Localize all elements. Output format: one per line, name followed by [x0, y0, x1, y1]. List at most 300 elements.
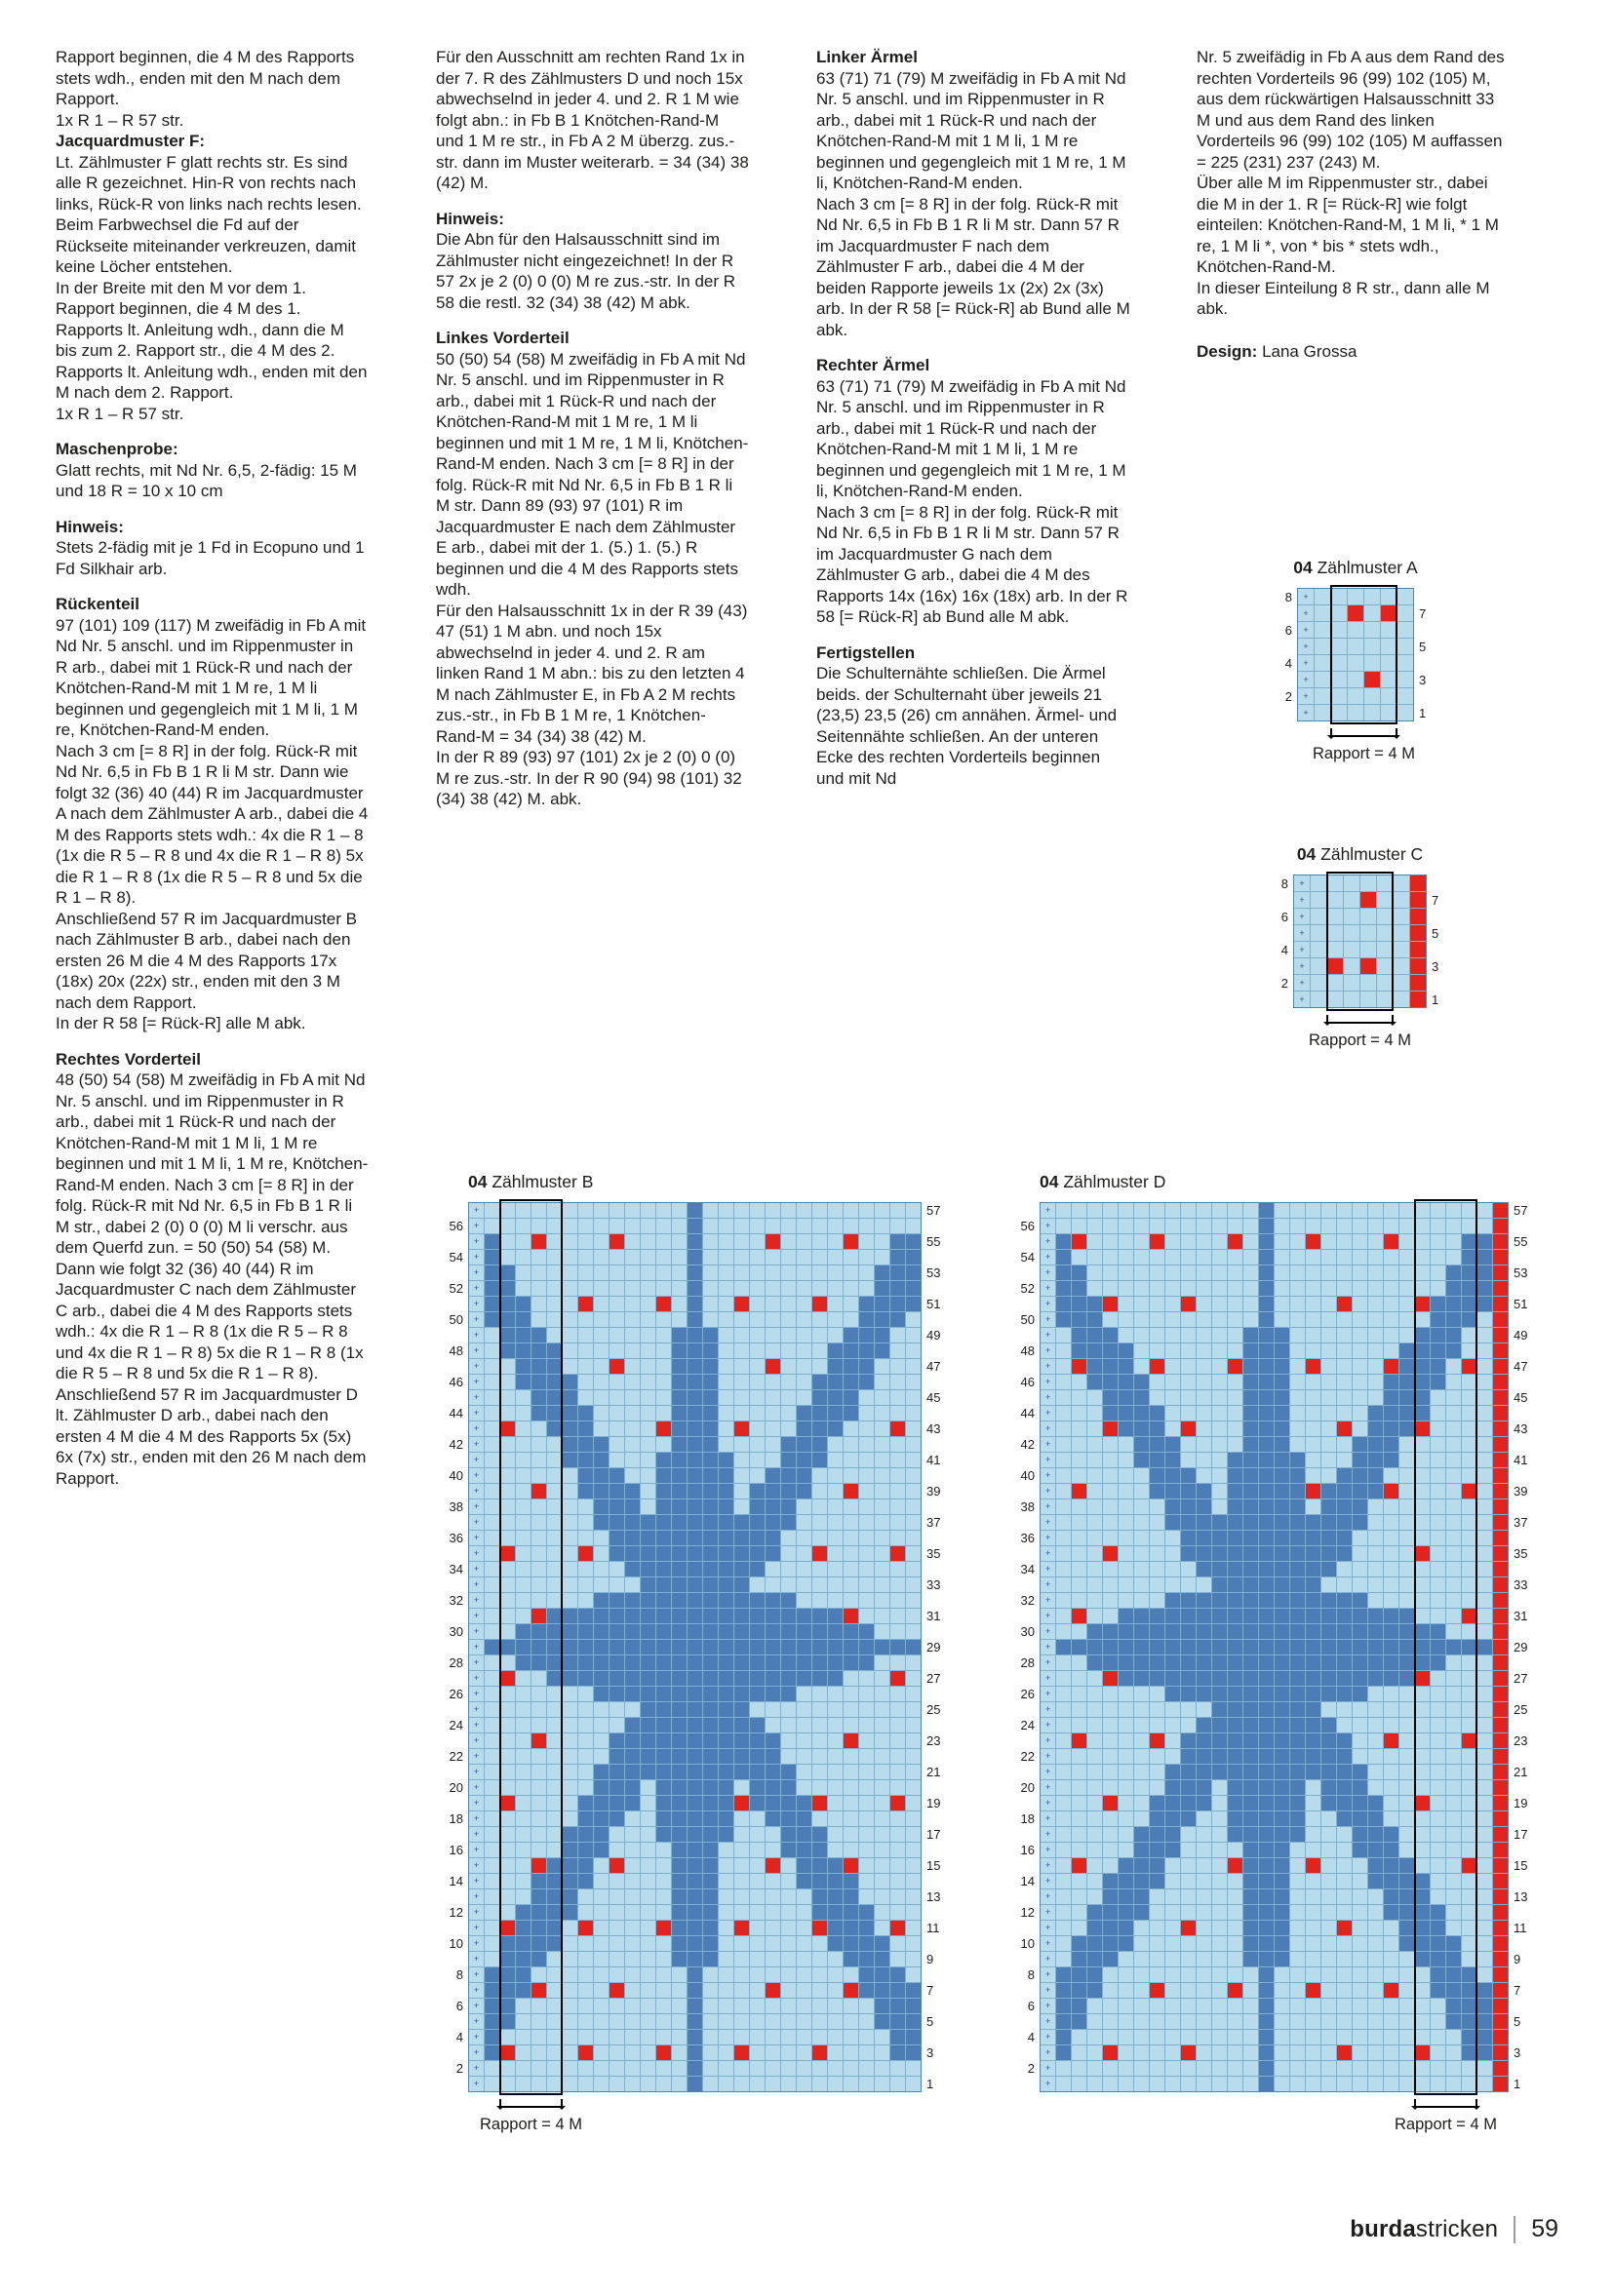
background-stitch-cell	[1134, 1999, 1149, 2013]
contrast-stitch-cell	[1103, 1624, 1118, 1639]
background-stitch-cell	[734, 1874, 749, 1888]
background-stitch-cell	[719, 1843, 733, 1857]
contrast-stitch-cell	[1072, 1936, 1086, 1951]
background-stitch-cell	[1431, 1546, 1445, 1561]
background-stitch-cell	[1290, 1375, 1305, 1389]
contrast-stitch-cell	[844, 1375, 858, 1389]
contrast-stitch-cell	[1384, 1609, 1398, 1623]
edge-stitch-cell: +	[1041, 1780, 1055, 1795]
contrast-stitch-cell	[1243, 1546, 1258, 1561]
background-stitch-cell	[750, 1983, 765, 1998]
contrast-stitch-cell	[875, 1312, 889, 1327]
background-stitch-cell	[1477, 1546, 1492, 1561]
background-stitch-cell	[594, 1562, 609, 1576]
contrast-stitch-cell	[594, 1640, 609, 1654]
background-stitch-cell	[797, 1952, 811, 1966]
background-stitch-cell	[1087, 1546, 1102, 1561]
contrast-stitch-cell	[688, 1203, 702, 1218]
row-label: 22	[449, 1749, 463, 1764]
contrast-stitch-cell	[1290, 1499, 1305, 1514]
background-stitch-cell	[719, 1250, 733, 1265]
contrast-stitch-cell	[594, 1609, 609, 1623]
contrast-stitch-cell	[1337, 1531, 1352, 1545]
edge-stitch-cell: +	[469, 1827, 484, 1842]
contrast-stitch-cell	[1259, 1843, 1274, 1857]
background-stitch-cell	[485, 2061, 499, 2076]
contrast-stitch-cell	[703, 1624, 718, 1639]
row-label: 14	[1020, 1874, 1035, 1888]
background-stitch-cell	[641, 1827, 655, 1842]
contrast-stitch-cell	[1275, 1577, 1289, 1592]
background-stitch-cell	[750, 1421, 765, 1436]
background-stitch-cell	[1056, 1905, 1071, 1920]
background-stitch-cell	[1165, 1967, 1180, 1982]
background-stitch-cell	[1384, 1687, 1398, 1701]
background-stitch-cell	[797, 1203, 811, 1218]
row-label: 9	[926, 1952, 934, 1966]
background-stitch-cell	[1399, 1437, 1414, 1452]
contrast-stitch-cell	[906, 1234, 921, 1249]
background-stitch-cell	[610, 1905, 624, 1920]
contrast-stitch-cell	[1087, 1640, 1102, 1654]
background-stitch-cell	[750, 1265, 765, 1280]
background-stitch-cell	[859, 1796, 874, 1810]
edge-stitch-cell: +	[469, 1983, 484, 1998]
background-stitch-cell	[547, 1468, 562, 1483]
contrast-stitch-cell	[1259, 1406, 1274, 1420]
contrast-stitch-cell	[1072, 1328, 1086, 1343]
row-label: 31	[926, 1609, 941, 1623]
background-stitch-cell	[875, 1702, 889, 1717]
background-stitch-cell	[1368, 1749, 1383, 1764]
contrast-stitch-cell	[1134, 1655, 1149, 1670]
accent-stitch-cell	[1493, 1858, 1508, 1873]
contrast-stitch-cell	[1165, 1640, 1180, 1654]
row-label: 28	[449, 1655, 463, 1670]
background-stitch-cell	[485, 2077, 499, 2091]
contrast-stitch-cell	[1243, 1889, 1258, 1904]
contrast-stitch-cell	[1306, 1733, 1320, 1748]
row-label: 2	[1027, 2061, 1035, 2076]
background-stitch-cell	[781, 1733, 796, 1748]
background-stitch-cell	[1337, 1375, 1352, 1389]
accent-stitch-cell	[531, 1983, 546, 1998]
background-stitch-cell	[547, 1702, 562, 1717]
background-stitch-cell	[766, 1702, 780, 1717]
background-stitch-cell	[1384, 2061, 1398, 2076]
background-stitch-cell	[500, 1780, 515, 1795]
background-stitch-cell	[1462, 1889, 1476, 1904]
background-stitch-cell	[1399, 1219, 1414, 1233]
background-stitch-cell	[1462, 1515, 1476, 1530]
background-stitch-cell	[1181, 1375, 1196, 1389]
background-stitch-cell	[594, 2061, 609, 2076]
background-stitch-cell	[890, 1718, 905, 1732]
background-stitch-cell	[890, 1889, 905, 1904]
contrast-stitch-cell	[1306, 1546, 1320, 1561]
edge-stitch-cell: +	[1041, 1983, 1055, 1998]
background-stitch-cell	[859, 1718, 874, 1732]
contrast-stitch-cell	[688, 1421, 702, 1436]
background-stitch-cell	[1327, 942, 1343, 957]
contrast-stitch-cell	[531, 1328, 546, 1343]
background-stitch-cell	[1103, 2061, 1118, 2076]
background-stitch-cell	[1348, 688, 1363, 704]
background-stitch-cell	[547, 1952, 562, 1966]
background-stitch-cell	[890, 1874, 905, 1888]
contrast-stitch-cell	[688, 1733, 702, 1748]
background-stitch-cell	[1306, 1827, 1320, 1842]
contrast-stitch-cell	[656, 1624, 671, 1639]
background-stitch-cell	[1394, 876, 1409, 891]
background-stitch-cell	[516, 2030, 531, 2044]
background-stitch-cell	[1384, 2077, 1398, 2091]
background-stitch-cell	[797, 1499, 811, 1514]
background-stitch-cell	[1360, 992, 1376, 1007]
background-stitch-cell	[1337, 1905, 1352, 1920]
row-label: 7	[1419, 606, 1427, 621]
background-stitch-cell	[1462, 1718, 1476, 1732]
background-stitch-cell	[1119, 1796, 1133, 1810]
background-stitch-cell	[1321, 1328, 1336, 1343]
background-stitch-cell	[1353, 1967, 1367, 1982]
background-stitch-cell	[1150, 1577, 1164, 1592]
background-stitch-cell	[1321, 1905, 1336, 1920]
contrast-stitch-cell	[781, 1640, 796, 1654]
paragraph: Dann wie folgt 32 (36) 40 (44) R im Jacquardmuster C nach dem Zählmuster C arb., dabei die 4 M des Rapports stets wdh.: 4x die R 1 – R 8 (1x die R 5 – R 8 und 4x die R 1 – R 8) 5x die R 1 – R 8 (1x die R 5 – R 8 und 5x die R 1 – R 8).	[56, 1259, 364, 1382]
background-stitch-cell	[672, 2030, 687, 2044]
edge-stitch-cell: +	[469, 1796, 484, 1810]
row-label: 8	[1284, 590, 1292, 604]
contrast-stitch-cell	[1181, 1671, 1196, 1686]
background-stitch-cell	[1368, 2061, 1383, 2076]
accent-stitch-cell	[1493, 1780, 1508, 1795]
background-stitch-cell	[1462, 1219, 1476, 1233]
background-stitch-cell	[890, 1203, 905, 1218]
background-stitch-cell	[1399, 1515, 1414, 1530]
background-stitch-cell	[1087, 2045, 1102, 2060]
accent-stitch-cell	[1103, 1421, 1118, 1436]
background-stitch-cell	[1165, 2061, 1180, 2076]
contrast-stitch-cell	[1415, 1921, 1430, 1935]
accent-stitch-cell	[1384, 1234, 1398, 1249]
row-label: 29	[926, 1640, 941, 1654]
background-stitch-cell	[859, 1421, 874, 1436]
background-stitch-cell	[1228, 1421, 1242, 1436]
contrast-stitch-cell	[563, 1843, 577, 1857]
background-stitch-cell	[563, 1936, 577, 1951]
contrast-stitch-cell	[672, 1889, 687, 1904]
row-label: 52	[449, 1281, 463, 1296]
background-stitch-cell	[812, 1952, 827, 1966]
contrast-stitch-cell	[1462, 1983, 1476, 1998]
contrast-stitch-cell	[1243, 1577, 1258, 1592]
background-stitch-cell	[594, 1297, 609, 1311]
background-stitch-cell	[1462, 1593, 1476, 1608]
background-stitch-cell	[1327, 925, 1343, 941]
contrast-stitch-cell	[1259, 1390, 1274, 1405]
background-stitch-cell	[1321, 1250, 1336, 1265]
background-stitch-cell	[703, 1219, 718, 1233]
background-stitch-cell	[1399, 1733, 1414, 1748]
contrast-stitch-cell	[1306, 1687, 1320, 1701]
background-stitch-cell	[1103, 1484, 1118, 1498]
row-label: 25	[1514, 1702, 1528, 1717]
background-stitch-cell	[1446, 1437, 1461, 1452]
background-stitch-cell	[1119, 1328, 1133, 1343]
background-stitch-cell	[1399, 1577, 1414, 1592]
background-stitch-cell	[1165, 1531, 1180, 1545]
row-label: 38	[1020, 1499, 1035, 1514]
row-label: 48	[449, 1343, 463, 1358]
background-stitch-cell	[1368, 1936, 1383, 1951]
contrast-stitch-cell	[750, 1796, 765, 1810]
background-stitch-cell	[766, 1421, 780, 1436]
row-label: 37	[1514, 1515, 1528, 1530]
background-stitch-cell	[1056, 1437, 1071, 1452]
background-stitch-cell	[1337, 1343, 1352, 1358]
background-stitch-cell	[781, 1234, 796, 1249]
background-stitch-cell	[750, 1952, 765, 1966]
background-stitch-cell	[1397, 605, 1413, 621]
contrast-stitch-cell	[1134, 1375, 1149, 1389]
background-stitch-cell	[1384, 1531, 1398, 1545]
contrast-stitch-cell	[1150, 1640, 1164, 1654]
contrast-stitch-cell	[1119, 1671, 1133, 1686]
contrast-stitch-cell	[516, 1983, 531, 1998]
background-stitch-cell	[1337, 1219, 1352, 1233]
accent-stitch-cell	[531, 1234, 546, 1249]
contrast-stitch-cell	[672, 1702, 687, 1717]
background-stitch-cell	[641, 1874, 655, 1888]
accent-stitch-cell	[1384, 1359, 1398, 1374]
contrast-stitch-cell	[547, 1390, 562, 1405]
background-stitch-cell	[1197, 1437, 1211, 1452]
edge-stitch-cell: +	[1298, 622, 1314, 638]
background-stitch-cell	[828, 1468, 843, 1483]
background-stitch-cell	[1321, 1437, 1336, 1452]
edge-stitch-cell: +	[469, 1671, 484, 1686]
contrast-stitch-cell	[812, 1375, 827, 1389]
contrast-stitch-cell	[890, 1234, 905, 1249]
background-stitch-cell	[844, 2030, 858, 2044]
background-stitch-cell	[1306, 1390, 1320, 1405]
contrast-stitch-cell	[500, 1281, 515, 1296]
background-stitch-cell	[610, 1952, 624, 1966]
background-stitch-cell	[1353, 1858, 1367, 1873]
contrast-stitch-cell	[1368, 1796, 1383, 1810]
background-stitch-cell	[766, 1577, 780, 1592]
background-stitch-cell	[1181, 1843, 1196, 1857]
background-stitch-cell	[875, 1718, 889, 1732]
background-stitch-cell	[1446, 1796, 1461, 1810]
background-stitch-cell	[641, 1343, 655, 1358]
edge-stitch-cell: +	[1041, 1468, 1055, 1483]
background-stitch-cell	[1462, 1811, 1476, 1826]
contrast-stitch-cell	[1087, 1312, 1102, 1327]
background-stitch-cell	[1353, 2061, 1367, 2076]
background-stitch-cell	[1103, 1562, 1118, 1576]
contrast-stitch-cell	[1446, 1999, 1461, 2013]
contrast-stitch-cell	[656, 1780, 671, 1795]
background-stitch-cell	[610, 1328, 624, 1343]
background-stitch-cell	[1212, 1312, 1227, 1327]
background-stitch-cell	[578, 1328, 593, 1343]
background-stitch-cell	[1399, 1593, 1414, 1608]
background-stitch-cell	[1311, 909, 1326, 924]
background-stitch-cell	[578, 2061, 593, 2076]
row-label: 16	[449, 1843, 463, 1857]
background-stitch-cell	[1431, 1889, 1445, 1904]
background-stitch-cell	[812, 1343, 827, 1358]
contrast-stitch-cell	[563, 1905, 577, 1920]
contrast-stitch-cell	[859, 1921, 874, 1935]
contrast-stitch-cell	[1275, 1780, 1289, 1795]
background-stitch-cell	[656, 1905, 671, 1920]
contrast-stitch-cell	[703, 1702, 718, 1717]
background-stitch-cell	[1327, 975, 1343, 991]
contrast-stitch-cell	[1228, 1687, 1242, 1701]
chart-zaehlmuster-d	[1010, 1172, 1538, 2133]
accent-stitch-cell	[1306, 1234, 1320, 1249]
background-stitch-cell	[797, 1593, 811, 1608]
contrast-stitch-cell	[516, 1655, 531, 1670]
background-stitch-cell	[1150, 1780, 1164, 1795]
contrast-stitch-cell	[812, 1453, 827, 1467]
background-stitch-cell	[531, 1687, 546, 1701]
background-stitch-cell	[828, 1234, 843, 1249]
background-stitch-cell	[766, 1967, 780, 1982]
background-stitch-cell	[500, 1843, 515, 1857]
contrast-stitch-cell	[688, 1671, 702, 1686]
background-stitch-cell	[531, 1780, 546, 1795]
accent-stitch-cell	[1493, 1765, 1508, 1779]
background-stitch-cell	[1290, 1967, 1305, 1982]
edge-stitch-cell: +	[1294, 958, 1310, 974]
contrast-stitch-cell	[1384, 1406, 1398, 1420]
contrast-stitch-cell	[594, 1827, 609, 1842]
contrast-stitch-cell	[1119, 1624, 1133, 1639]
contrast-stitch-cell	[719, 1733, 733, 1748]
contrast-stitch-cell	[1119, 1936, 1133, 1951]
background-stitch-cell	[1415, 1999, 1430, 2013]
contrast-stitch-cell	[563, 1609, 577, 1623]
contrast-stitch-cell	[485, 1265, 499, 1280]
contrast-stitch-cell	[1150, 1874, 1164, 1888]
background-stitch-cell	[734, 1390, 749, 1405]
background-stitch-cell	[1197, 1312, 1211, 1327]
section-heading: Rechtes Vorderteil	[56, 1049, 201, 1069]
contrast-stitch-cell	[547, 1406, 562, 1420]
edge-stitch-cell: +	[1298, 655, 1314, 671]
row-label: 40	[449, 1468, 463, 1483]
contrast-stitch-cell	[1181, 1468, 1196, 1483]
background-stitch-cell	[516, 2061, 531, 2076]
edge-stitch-cell: +	[469, 2061, 484, 2076]
background-stitch-cell	[1397, 639, 1413, 654]
contrast-stitch-cell	[1197, 1718, 1211, 1732]
background-stitch-cell	[500, 1718, 515, 1732]
accent-stitch-cell	[1103, 1796, 1118, 1810]
contrast-stitch-cell	[672, 1468, 687, 1483]
background-stitch-cell	[1056, 1687, 1071, 1701]
edge-stitch-cell: +	[469, 1718, 484, 1732]
contrast-stitch-cell	[1119, 1858, 1133, 1873]
background-stitch-cell	[1477, 1874, 1492, 1888]
background-stitch-cell	[703, 2030, 718, 2044]
background-stitch-cell	[1306, 1889, 1320, 1904]
contrast-stitch-cell	[1368, 1609, 1383, 1623]
background-stitch-cell	[719, 1406, 733, 1420]
background-stitch-cell	[1477, 1593, 1492, 1608]
contrast-stitch-cell	[1290, 1749, 1305, 1764]
chart-zaehlmuster-a	[1268, 558, 1443, 762]
background-stitch-cell	[1415, 1515, 1430, 1530]
background-stitch-cell	[1446, 1843, 1461, 1857]
background-stitch-cell	[1306, 1421, 1320, 1436]
background-stitch-cell	[1399, 1250, 1414, 1265]
contrast-stitch-cell	[797, 1671, 811, 1686]
background-stitch-cell	[485, 1546, 499, 1561]
background-stitch-cell	[1119, 1437, 1133, 1452]
background-stitch-cell	[641, 1328, 655, 1343]
contrast-stitch-cell	[1259, 1749, 1274, 1764]
background-stitch-cell	[1446, 1921, 1461, 1935]
background-stitch-cell	[1399, 1531, 1414, 1545]
background-stitch-cell	[859, 2045, 874, 2060]
background-stitch-cell	[859, 2030, 874, 2044]
contrast-stitch-cell	[828, 1921, 843, 1935]
background-stitch-cell	[610, 1375, 624, 1389]
row-label: 42	[1020, 1437, 1035, 1452]
background-stitch-cell	[1431, 1843, 1445, 1857]
background-stitch-cell	[641, 2077, 655, 2091]
contrast-stitch-cell	[1337, 1468, 1352, 1483]
background-stitch-cell	[1165, 1577, 1180, 1592]
accent-stitch-cell	[1415, 1297, 1430, 1311]
contrast-stitch-cell	[1399, 1921, 1414, 1935]
background-stitch-cell	[1377, 958, 1393, 974]
background-stitch-cell	[610, 1219, 624, 1233]
background-stitch-cell	[1384, 1780, 1398, 1795]
contrast-stitch-cell	[1290, 1484, 1305, 1498]
background-stitch-cell	[750, 1359, 765, 1374]
edge-stitch-cell: +	[469, 1921, 484, 1935]
background-stitch-cell	[844, 1671, 858, 1686]
contrast-stitch-cell	[547, 1905, 562, 1920]
rapport-caption: Rapport = 4 M	[1394, 2116, 1498, 2133]
background-stitch-cell	[1165, 1702, 1180, 1717]
contrast-stitch-cell	[688, 1484, 702, 1498]
background-stitch-cell	[1072, 1593, 1086, 1608]
background-stitch-cell	[1056, 1562, 1071, 1576]
contrast-stitch-cell	[578, 1796, 593, 1810]
background-stitch-cell	[625, 1281, 640, 1296]
background-stitch-cell	[625, 1203, 640, 1218]
background-stitch-cell	[859, 1999, 874, 2013]
background-stitch-cell	[734, 1281, 749, 1296]
row-label: 5	[1432, 926, 1439, 941]
row-label: 6	[1284, 623, 1292, 638]
paragraph: Nach 3 cm [= 8 R] in der folg. Rück-R mit Nd Nr. 6,5 in Fb B 1 R li M str. Dann wie folgt 32 (36) 40 (44) R im Jacquardmuster A nach dem Zählmuster A arb., dabei die 4 M des Rapports stets wdh.: 4x die R 1 – 8 (1x die R 5 – R 8 und 4x die R 1 – R 8) 5x die R 1 – R 8 (1x die R 5 – R 8 und 5x die R 1 – R 8).	[56, 741, 369, 907]
contrast-stitch-cell	[1275, 1843, 1289, 1857]
background-stitch-cell	[1290, 1390, 1305, 1405]
contrast-stitch-cell	[1384, 1671, 1398, 1686]
contrast-stitch-cell	[906, 1281, 921, 1296]
row-label: 5	[1419, 640, 1427, 654]
background-stitch-cell	[1181, 1328, 1196, 1343]
background-stitch-cell	[719, 1421, 733, 1436]
